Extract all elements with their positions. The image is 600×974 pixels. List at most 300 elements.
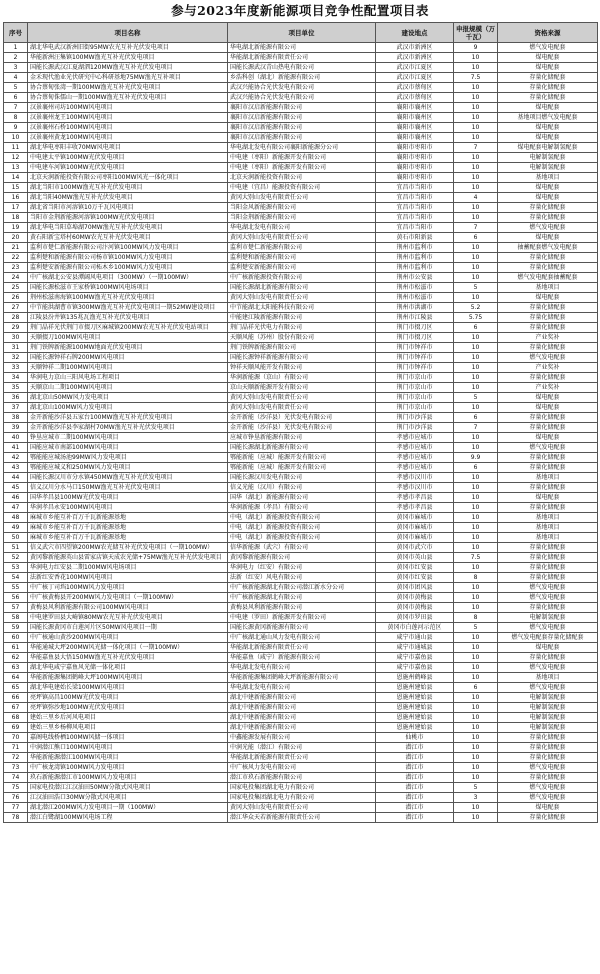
row-number: 14 xyxy=(4,173,28,183)
project-unit: 国能长源武汉青山热电有限公司 xyxy=(228,63,376,73)
project-name: 荆门铁牌新能源100MW地面光伏发电项目 xyxy=(28,343,228,353)
table-row xyxy=(4,753,598,763)
table-row xyxy=(4,273,598,283)
project-unit: 国家电投集团湖北电力有限公司 xyxy=(228,793,376,803)
project-unit: 中电（湖北）新能源投资有限公司 xyxy=(228,523,376,533)
project-unit: 金开新能（沙洋县）光伏发电有限公司 xyxy=(228,423,376,433)
row-number: 65 xyxy=(4,683,28,693)
table-row xyxy=(4,403,598,413)
declared-capacity: 10 xyxy=(454,533,498,543)
declared-capacity: 10 xyxy=(454,543,498,553)
table-row xyxy=(4,583,598,593)
construction-site: 宜昌市当阳市 xyxy=(376,223,454,233)
qualification-source: 电解制氢配套 xyxy=(498,703,598,713)
project-unit: 国能长源湖北新能源有限公司 xyxy=(228,443,376,453)
qualification-source: 存量化储配套 xyxy=(498,423,598,433)
project-unit: 华能嘉鱼（咸宁）新能源有限公司 xyxy=(228,653,376,663)
project-name: 华润电力京山三阳风电场工程项目 xyxy=(28,373,228,383)
project-name: 协合蔡甸侏儒山一期100MW渔光互补光伏发电项目 xyxy=(28,93,228,103)
construction-site: 潜江市 xyxy=(376,763,454,773)
qualification-source: 煤电配套 xyxy=(498,123,598,133)
declared-capacity: 10 xyxy=(454,583,498,593)
project-name: 黄石阳新宝塔村60MW农光互补光伏发电项目 xyxy=(28,233,228,243)
qualification-source: 存量化储配套 xyxy=(498,463,598,473)
declared-capacity: 10 xyxy=(454,263,498,273)
project-unit: 华润新能源（京山）有限公司 xyxy=(228,373,376,383)
row-number: 1 xyxy=(4,43,28,53)
row-number: 64 xyxy=(4,673,28,683)
table-row xyxy=(4,133,598,143)
row-number: 31 xyxy=(4,343,28,353)
declared-capacity: 10 xyxy=(454,503,498,513)
project-name: 黄梅县风利新能源有限公司100MW风电项目 xyxy=(28,603,228,613)
project-unit: 黄冈大别山发电有限责任公司 xyxy=(228,233,376,243)
row-number: 13 xyxy=(4,163,28,173)
declared-capacity: 10 xyxy=(454,83,498,93)
project-unit: 国家电投集团湖北电力有限公司 xyxy=(228,783,376,793)
project-unit: 中电建（罗田）新能源开发有限公司 xyxy=(228,613,376,623)
row-number: 52 xyxy=(4,553,28,563)
construction-site: 咸宁市嘉鱼县 xyxy=(376,663,454,673)
row-number: 46 xyxy=(4,493,28,503)
table-row xyxy=(4,163,598,173)
table-row xyxy=(4,513,598,523)
construction-site: 荆门市沙洋县 xyxy=(376,423,454,433)
construction-site: 荆门市掇刀区 xyxy=(376,323,454,333)
project-unit: 华能湖北新能源有限责任公司 xyxy=(228,643,376,653)
project-unit: 华电湖北发电有限公司 xyxy=(228,663,376,673)
project-name: 国能长源汉川市分水镇450MW渔光互补光伏发电项目 xyxy=(28,473,228,483)
project-unit: 湖北中建新能源有限公司 xyxy=(228,703,376,713)
qualification-source: 存量化储配套 xyxy=(498,313,598,323)
construction-site: 宜昌市当阳市 xyxy=(376,193,454,203)
declared-capacity: 10 xyxy=(454,103,498,113)
table-row xyxy=(4,783,598,793)
project-name: 金开新能沙洋县李家湖村70MW渔光互补光伏发电项目 xyxy=(28,423,228,433)
construction-site: 荆州市公安县 xyxy=(376,273,454,283)
project-name: 荆州松滋南海镇100MW渔光互补光伏发电项目 xyxy=(28,293,228,303)
row-number: 32 xyxy=(4,353,28,363)
project-unit: 中电（湖北）新能源投资有限公司 xyxy=(228,513,376,523)
project-name: 铮垦应城市二期100MW风电项目 xyxy=(28,433,228,443)
qualification-source: 电解制氢配套 xyxy=(498,613,598,623)
row-number: 62 xyxy=(4,653,28,663)
project-name: 监利楚安新能源有限公司柘木乡100MW风力发电项目 xyxy=(28,263,228,273)
row-number: 40 xyxy=(4,433,28,443)
construction-site: 孝感市应城市 xyxy=(376,433,454,443)
construction-site: 襄阳市襄州区 xyxy=(376,103,454,113)
construction-site: 襄阳市襄州区 xyxy=(376,113,454,123)
row-number: 39 xyxy=(4,423,28,433)
project-name: 监利楚和新能源有限公司杨市镇100MW风力发电项目 xyxy=(28,253,228,263)
project-name: 法新红安香花100MW风电项目 xyxy=(28,573,228,583)
qualification-source: 煤电配套 xyxy=(498,103,598,113)
project-name: 汉景襄州司坊100MW风电项目 xyxy=(28,103,228,113)
project-name: 中电建车河镇100MW光伏发电项目 xyxy=(28,163,228,173)
project-name: 监利市楚仁新能源有限公司汴河镇100MW风力发电项目 xyxy=(28,243,228,253)
project-unit: 中电建（宜昌）能源投资有限公司 xyxy=(228,183,376,193)
qualification-source: 电解制氢配套 xyxy=(498,163,598,173)
row-number: 34 xyxy=(4,373,28,383)
qualification-source: 基地项目燃气发电配套 xyxy=(498,113,598,123)
row-number: 63 xyxy=(4,663,28,673)
construction-site: 黄冈市红安县 xyxy=(376,563,454,573)
project-name: 建始三里乡杨柳风电项目 xyxy=(28,723,228,733)
row-number: 69 xyxy=(4,723,28,733)
project-table xyxy=(3,22,598,823)
project-name: 天顺钟祥二期100MW风电项目 xyxy=(28,363,228,373)
construction-site: 孝感市孝昌县 xyxy=(376,493,454,503)
row-number: 56 xyxy=(4,593,28,603)
project-name: 中节能洪湖曹市镇300MW渔光互补光伏发电项目一期52MW建设项目 xyxy=(28,303,228,313)
qualification-source: 燃气发电配套抽蓄配套 xyxy=(498,273,598,283)
construction-site: 黄冈市麻城市 xyxy=(376,523,454,533)
row-number: 43 xyxy=(4,463,28,473)
qualification-source: 煤电配套 xyxy=(498,493,598,503)
declared-capacity: 10 xyxy=(454,253,498,263)
row-number: 27 xyxy=(4,303,28,313)
construction-site: 恩施州建始县 xyxy=(376,713,454,723)
table-row xyxy=(4,643,598,653)
project-unit: 中广核新能源湖北有限公司 xyxy=(228,593,376,603)
row-number: 75 xyxy=(4,783,28,793)
qualification-source: 存量化储配套 xyxy=(498,453,598,463)
table-row xyxy=(4,313,598,323)
project-unit: 应城市铮垦新能源有限公司 xyxy=(228,433,376,443)
construction-site: 荆门市京山市 xyxy=(376,373,454,383)
project-name: 华润电力红安县二期100MW风电场项目 xyxy=(28,563,228,573)
declared-capacity: 6 xyxy=(454,233,498,243)
project-name: 中润潜江熊口100MW风电项目 xyxy=(28,743,228,753)
project-name: 黄冈黎新能源英山县雷家店镇天成农光储+75MW渔光互补光伏发电项目 xyxy=(28,553,228,563)
project-unit: 中广核新能源投资有限公司 xyxy=(228,273,376,283)
qualification-source: 燃气发电配套 xyxy=(498,353,598,363)
qualification-source: 基地项目 xyxy=(498,533,598,543)
qualification-source: 煤电配套 xyxy=(498,53,598,63)
project-name: 国能长源钟祥石牌200MW风电项目 xyxy=(28,353,228,363)
row-number: 48 xyxy=(4,513,28,523)
declared-capacity: 10 xyxy=(454,493,498,503)
qualification-source: 存量化储配套 xyxy=(498,83,598,93)
qualification-source: 电解制氢配套 xyxy=(498,693,598,703)
project-name: 金开新能沙洋县五家台100MW渔光互补光伏发电项目 xyxy=(28,413,228,423)
qualification-source: 存量化储配套 xyxy=(498,413,598,423)
qualification-source: 基地项目 xyxy=(498,523,598,533)
project-unit: 襄阳市汉启新能源有限公司 xyxy=(228,123,376,133)
project-name: 中广核黄梅县开200MW风力发电项目（一期100MW） xyxy=(28,593,228,603)
declared-capacity: 10 xyxy=(454,343,498,353)
declared-capacity: 10 xyxy=(454,663,498,673)
qualification-source: 燃气发电配套 xyxy=(498,763,598,773)
project-name: 鄂能能应城汤池99MW风力发电项目 xyxy=(28,453,228,463)
construction-site: 恩施州建始县 xyxy=(376,723,454,733)
declared-capacity: 10 xyxy=(454,443,498,453)
declared-capacity: 10 xyxy=(454,753,498,763)
qualification-source: 燃气发电配套 xyxy=(498,623,598,633)
qualification-source: 煤电配套 xyxy=(498,403,598,413)
declared-capacity: 10 xyxy=(454,173,498,183)
project-name: 协合蔡甸张湾一期100MW渔光互补光伏发电项目 xyxy=(28,83,228,93)
construction-site: 武汉市蔡甸区 xyxy=(376,93,454,103)
qualification-source: 燃气发电配套 xyxy=(498,43,598,53)
project-name: 湖北华电枣阳丰收70MW风电项目 xyxy=(28,143,228,153)
construction-site: 潜江市 xyxy=(376,813,454,823)
table-row xyxy=(4,493,598,503)
header-unit: 项目单位 xyxy=(228,23,376,43)
table-row xyxy=(4,323,598,333)
project-unit: 华电湖北发电有限公司襄阳新能源分公司 xyxy=(228,143,376,153)
qualification-source: 存量化储配套 xyxy=(498,483,598,493)
project-unit: 国能长源钟祥新能源有限公司 xyxy=(228,353,376,363)
declared-capacity: 10 xyxy=(454,243,498,253)
project-unit: 华润电力（红安）有限公司 xyxy=(228,563,376,573)
row-number: 74 xyxy=(4,773,28,783)
project-name: 嘉阁电线桥栖100MW风储一体项目 xyxy=(28,733,228,743)
table-row xyxy=(4,473,598,483)
project-unit: 潜江华众天若新能源有限责任公司 xyxy=(228,813,376,823)
declared-capacity: 10 xyxy=(454,643,498,653)
construction-site: 襄阳市枣阳市 xyxy=(376,143,454,153)
construction-site: 襄阳市枣阳市 xyxy=(376,163,454,173)
declared-capacity: 10 xyxy=(454,703,498,713)
project-name: 荆门晶祥光伏荆门市掇刀区麻城镇200MW农光互补光伏发电站项目 xyxy=(28,323,228,333)
declared-capacity: 10 xyxy=(454,333,498,343)
construction-site: 孝感市应城市 xyxy=(376,463,454,473)
table-row xyxy=(4,563,598,573)
construction-site: 孝感市汉川市 xyxy=(376,483,454,493)
project-unit: 中广核新能源湖北有限公司潜江新水分公司 xyxy=(228,583,376,593)
project-unit: 信华新能源（武穴）有限公司 xyxy=(228,543,376,553)
project-name: 华能新洲汪集镇100MW渔光互补光伏发电项目 xyxy=(28,53,228,63)
page-title: 参与2023年度新能源项目竞争性配置项目表 xyxy=(171,3,429,18)
project-unit: 华电湖北新能源有限公司 xyxy=(228,43,376,53)
project-name: 国能长源武汉江夏湖泗120MW渔光互补光伏发电项目 xyxy=(28,63,228,73)
qualification-source: 存量化储配套 xyxy=(498,73,598,83)
table-row xyxy=(4,813,598,823)
declared-capacity: 8 xyxy=(454,613,498,623)
qualification-source: 煤电配套 xyxy=(498,193,598,203)
project-unit: 中广核风力发电有限公司 xyxy=(228,763,376,773)
project-unit: 中电建（枣阳）新能源开发有限公司 xyxy=(228,163,376,173)
table-row xyxy=(4,193,598,203)
project-name: 麻城市乡能互补百万千瓦新能源基地 xyxy=(28,533,228,543)
table-row xyxy=(4,603,598,613)
table-row xyxy=(4,113,598,123)
project-unit: 乡浩科创（湖北）新能源有限公司 xyxy=(228,73,376,83)
construction-site: 荆州市江陵县 xyxy=(376,313,454,323)
declared-capacity: 10 xyxy=(454,713,498,723)
row-number: 38 xyxy=(4,413,28,423)
row-number: 22 xyxy=(4,253,28,263)
row-number: 25 xyxy=(4,283,28,293)
declared-capacity: 10 xyxy=(454,653,498,663)
project-name: 湖北省当阳市河溶镇10万千瓦风电项目 xyxy=(28,203,228,213)
declared-capacity: 10 xyxy=(454,293,498,303)
table-row xyxy=(4,463,598,473)
project-name: 中广核丁司垱100MW风力发电项目 xyxy=(28,583,228,593)
declared-capacity: 6 xyxy=(454,463,498,473)
header-location: 建设地点 xyxy=(376,23,454,43)
row-number: 8 xyxy=(4,113,28,123)
construction-site: 黄冈市英山县 xyxy=(376,553,454,563)
qualification-source: 存量化储配套 xyxy=(498,253,598,263)
declared-capacity: 10 xyxy=(454,763,498,773)
project-unit: 武汉兴能协合光伏发电有限公司 xyxy=(228,93,376,103)
qualification-source: 燃气发电配套 xyxy=(498,793,598,803)
qualification-source: 存量化储配套 xyxy=(498,773,598,783)
declared-capacity: 10 xyxy=(454,363,498,373)
table-row xyxy=(4,253,598,263)
declared-capacity: 10 xyxy=(454,213,498,223)
construction-site: 潜江市 xyxy=(376,743,454,753)
declared-capacity: 5 xyxy=(454,783,498,793)
project-unit: 国能长源汉川发电有限公司 xyxy=(228,473,376,483)
declared-capacity: 7.5 xyxy=(454,553,498,563)
project-unit: 国华（湖北）新能源有限公司 xyxy=(228,493,376,503)
construction-site: 荆门市钟祥市 xyxy=(376,363,454,373)
table-row xyxy=(4,233,598,243)
construction-site: 孝感市应城市 xyxy=(376,453,454,463)
declared-capacity: 6 xyxy=(454,683,498,693)
row-number: 70 xyxy=(4,733,28,743)
construction-site: 咸宁市通城县 xyxy=(376,643,454,653)
table-row xyxy=(4,673,598,683)
declared-capacity: 7.5 xyxy=(454,73,498,83)
table-row xyxy=(4,333,598,343)
row-number: 57 xyxy=(4,603,28,613)
construction-site: 黄冈市白莲河示范区 xyxy=(376,623,454,633)
declared-capacity: 10 xyxy=(454,813,498,823)
project-name: 湖北当阳40MW渔光互补光伏发电项目 xyxy=(28,193,228,203)
table-row xyxy=(4,803,598,813)
declared-capacity: 10 xyxy=(454,433,498,443)
qualification-source: 抽蓄配套燃气发电配套 xyxy=(498,243,598,253)
table-row xyxy=(4,83,598,93)
construction-site: 武汉市江夏区 xyxy=(376,63,454,73)
qualification-source: 煤电配套 xyxy=(498,803,598,813)
construction-site: 荆州市监利市 xyxy=(376,243,454,253)
declared-capacity: 5 xyxy=(454,283,498,293)
qualification-source: 存量化储配套 xyxy=(498,603,598,613)
construction-site: 孝感市汉川市 xyxy=(376,473,454,483)
declared-capacity: 10 xyxy=(454,523,498,533)
qualification-source: 煤电配套 xyxy=(498,643,598,653)
declared-capacity: 7 xyxy=(454,223,498,233)
declared-capacity: 10 xyxy=(454,603,498,613)
table-row xyxy=(4,423,598,433)
qualification-source: 存量化储配套 xyxy=(498,93,598,103)
row-number: 61 xyxy=(4,643,28,653)
table-row xyxy=(4,483,598,493)
project-name: 麻城市乡能互补百万千瓦新能源基地 xyxy=(28,523,228,533)
project-name: 汉景襄州黄龙100MW风电项目 xyxy=(28,133,228,143)
declared-capacity: 10 xyxy=(454,93,498,103)
declared-capacity: 10 xyxy=(454,163,498,173)
project-unit: 湖北中建新能源有限公司 xyxy=(228,723,376,733)
construction-site: 潜江市 xyxy=(376,773,454,783)
declared-capacity: 9.9 xyxy=(454,453,498,463)
declared-capacity: 10 xyxy=(454,473,498,483)
construction-site: 襄阳市襄州区 xyxy=(376,123,454,133)
row-number: 37 xyxy=(4,403,28,413)
project-unit: 黄冈大别山发电有限责任公司 xyxy=(228,803,376,813)
declared-capacity: 10 xyxy=(454,183,498,193)
construction-site: 恩施州建始县 xyxy=(376,693,454,703)
project-name: 国能应城市南部100MW风电项目 xyxy=(28,443,228,453)
project-unit: 武汉兴能协合光伏发电有限公司 xyxy=(228,83,376,93)
declared-capacity: 10 xyxy=(454,633,498,643)
qualification-source: 基地项目 xyxy=(498,673,598,683)
declared-capacity: 7 xyxy=(454,143,498,153)
project-name: 江汉油田浩口30MW分散式风电项目 xyxy=(28,793,228,803)
row-number: 12 xyxy=(4,153,28,163)
project-name: 金禾现代渔业光伏研究中心科研基地75MW渔光互补项目 xyxy=(28,73,228,83)
declared-capacity: 10 xyxy=(454,513,498,523)
construction-site: 孝感市孝昌县 xyxy=(376,503,454,513)
construction-site: 荆州市松滋市 xyxy=(376,283,454,293)
qualification-source: 燃气发电配套 xyxy=(498,223,598,233)
qualification-source: 存量化储配套 xyxy=(498,303,598,313)
qualification-source: 基地项目 xyxy=(498,283,598,293)
construction-site: 荆门市京山市 xyxy=(376,403,454,413)
table-row xyxy=(4,183,598,193)
qualification-source: 煤电配套 xyxy=(498,233,598,243)
row-number: 66 xyxy=(4,693,28,703)
header-source: 资格来源 xyxy=(498,23,598,43)
table-row xyxy=(4,793,598,803)
project-unit: 国能长源湖北新能源有限公司 xyxy=(228,283,376,293)
row-number: 60 xyxy=(4,633,28,643)
project-unit: 京山天顺新能源开发有限公司 xyxy=(228,383,376,393)
declared-capacity: 10 xyxy=(454,483,498,493)
project-unit: 当阳金风新能源有限公司 xyxy=(228,203,376,213)
declared-capacity: 10 xyxy=(454,273,498,283)
table-row xyxy=(4,613,598,623)
row-number: 33 xyxy=(4,363,28,373)
table-row xyxy=(4,713,598,723)
table-row xyxy=(4,593,598,603)
construction-site: 黄冈市麻城市 xyxy=(376,513,454,523)
declared-capacity: 10 xyxy=(454,693,498,703)
construction-site: 荆州市监利市 xyxy=(376,253,454,263)
qualification-source: 电解制氢配套 xyxy=(498,153,598,163)
row-number: 3 xyxy=(4,63,28,73)
project-unit: 中电建（枣阳）新能源开发有限公司 xyxy=(228,153,376,163)
row-number: 26 xyxy=(4,293,28,303)
project-name: 湖北华电当阳草埠湖70MW渔光互补光伏发电项目 xyxy=(28,223,228,233)
declared-capacity: 9 xyxy=(454,43,498,53)
qualification-source: 基地项目 xyxy=(498,513,598,523)
qualification-source: 产业奖补 xyxy=(498,363,598,373)
table-row xyxy=(4,283,598,293)
table-row xyxy=(4,203,598,213)
project-name: 湖北京山100MW风力发电项目 xyxy=(28,403,228,413)
project-unit: 黄冈黎新能源有限公司 xyxy=(228,553,376,563)
header-num: 序号 xyxy=(4,23,28,43)
row-number: 7 xyxy=(4,103,28,113)
row-number: 53 xyxy=(4,563,28,573)
qualification-source: 存量化储配套 xyxy=(498,553,598,563)
project-unit: 法新（红安）风电有限公司 xyxy=(228,573,376,583)
row-number: 68 xyxy=(4,713,28,723)
table-row xyxy=(4,523,598,533)
row-number: 16 xyxy=(4,193,28,203)
project-unit: 襄阳市汉启新能源有限公司 xyxy=(228,133,376,143)
construction-site: 恩施州建始县 xyxy=(376,683,454,693)
declared-capacity: 10 xyxy=(454,773,498,783)
qualification-source: 存量化储配套 xyxy=(498,263,598,273)
row-number: 78 xyxy=(4,813,28,823)
